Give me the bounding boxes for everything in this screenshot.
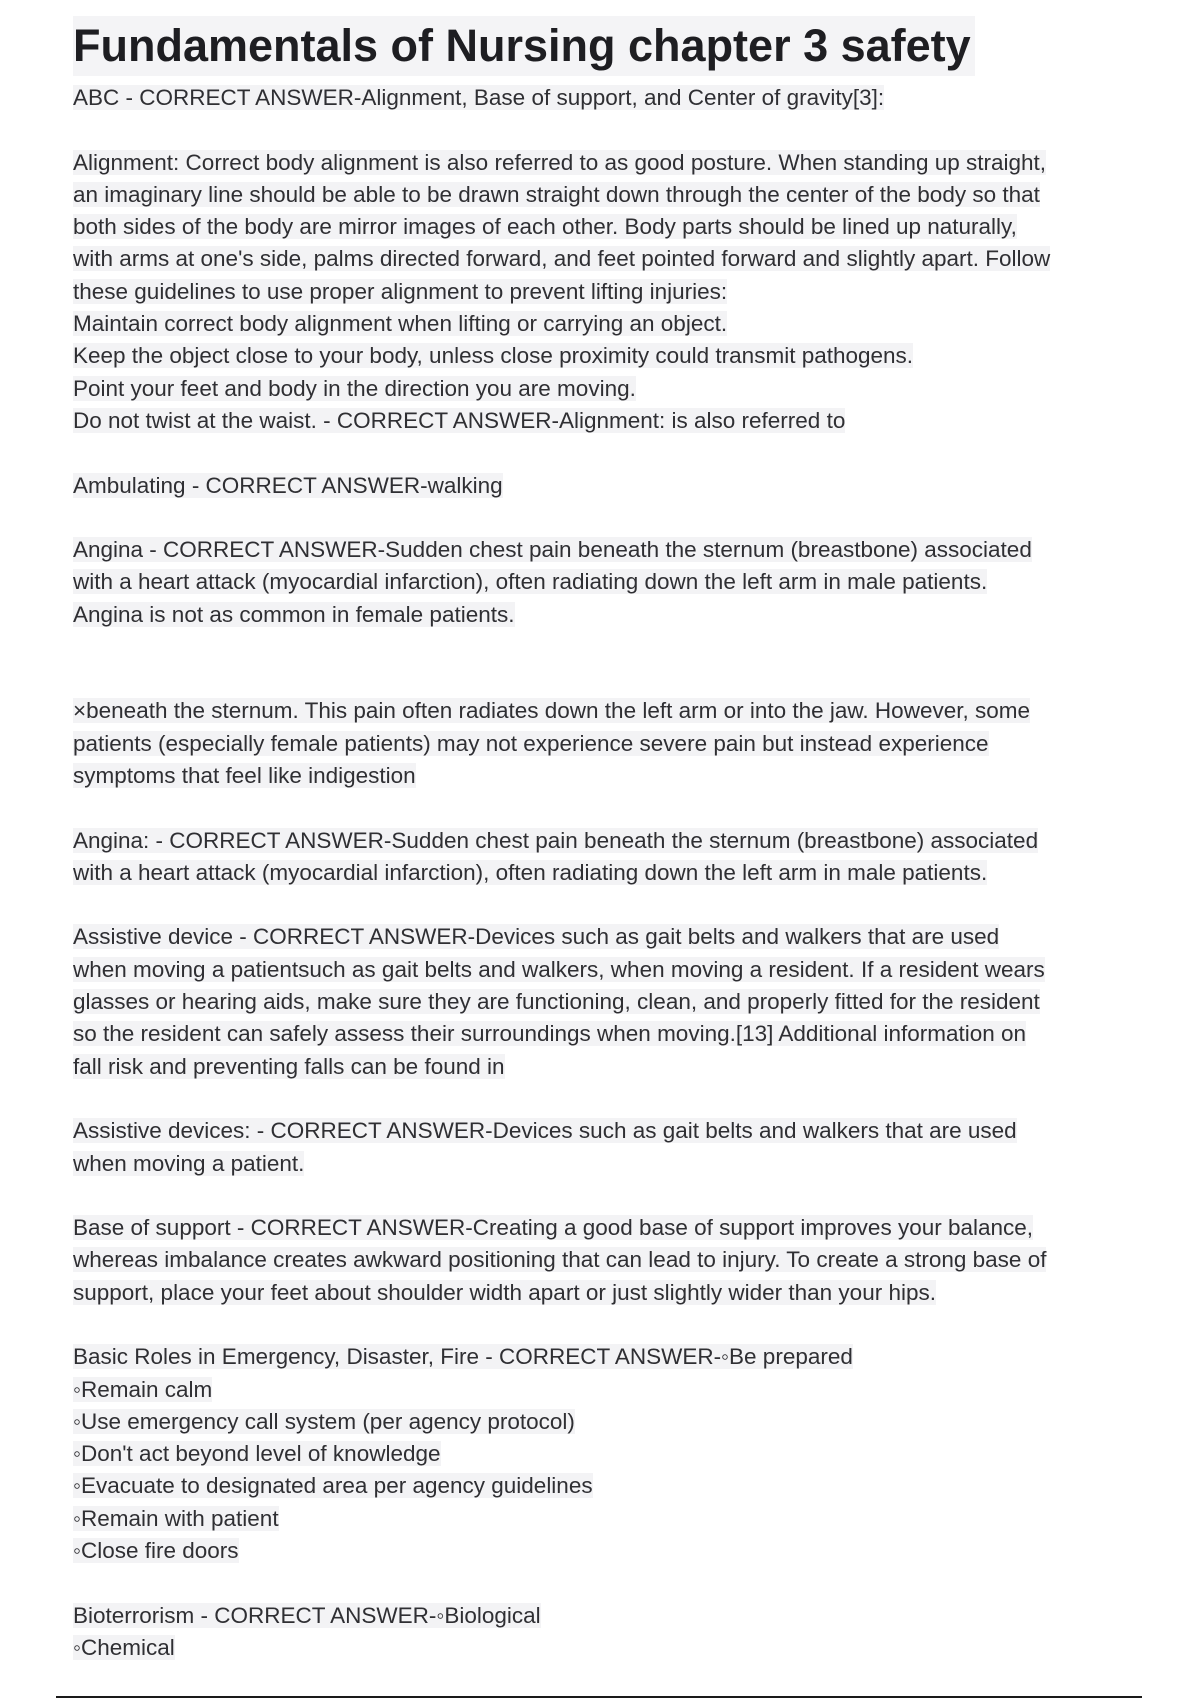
entry-angina-detail <box>73 695 1133 792</box>
text-line: when moving a patientsuch as gait belts and walkers, when moving a resident. If a resident wears <box>73 956 1045 982</box>
list-item: ◦Remain calm <box>73 1376 213 1402</box>
text-line: Keep the object close to your body, unless close proximity could transmit pathogens. <box>73 343 914 369</box>
entry-abc <box>73 82 1133 114</box>
text-line: Assistive devices: - CORRECT ANSWER-Devices such as gait belts and walkers that are used <box>73 1118 1017 1144</box>
list-item: ◦Use emergency call system (per agency protocol) <box>73 1408 575 1434</box>
text-line: Assistive device - CORRECT ANSWER-Devices such as gait belts and walkers that are used <box>73 924 1000 950</box>
list-item: ◦Don't act beyond level of knowledge <box>73 1441 441 1467</box>
text-line: Do not twist at the waist. - CORRECT ANSWER-Alignment: is also referred to <box>73 407 846 433</box>
text-line: with a heart attack (myocardial infarction), often radiating down the left arm in male patients. <box>73 569 988 595</box>
text-line: glasses or hearing aids, make sure they are functioning, clean, and properly fitted for the resident <box>73 989 1040 1015</box>
text-line: so the resident can safely assess their surroundings when moving.[13] Additional information on <box>73 1021 1027 1047</box>
text-line: Bioterrorism - CORRECT ANSWER-◦Biological <box>73 1602 541 1628</box>
page-bottom-divider <box>56 1696 1142 1698</box>
entry-assistive-devices <box>73 1115 1133 1180</box>
text-line: support, place your feet about shoulder width apart or just slightly wider than your hips. <box>73 1279 936 1305</box>
entry-basic-roles <box>73 1341 1133 1567</box>
document-page <box>73 16 1133 1697</box>
text-line: both sides of the body are mirror images of each other. Body parts should be lined up naturally, <box>73 214 1017 240</box>
text-line: when moving a patient. <box>73 1150 305 1176</box>
text-line: Alignment: Correct body alignment is also referred to as good posture. When standing up straight, <box>73 149 1047 175</box>
entry-assistive-device <box>73 921 1133 1082</box>
entry-alignment <box>73 147 1133 438</box>
entry-base-of-support <box>73 1212 1133 1309</box>
text-line: ABC - CORRECT ANSWER-Alignment, Base of support, and Center of gravity[3]: <box>73 85 885 110</box>
list-item: ◦Close fire doors <box>73 1538 239 1564</box>
list-item: ◦Remain with patient <box>73 1505 279 1531</box>
text-line: ×beneath the sternum. This pain often radiates down the left arm or into the jaw. However, some <box>73 698 1030 724</box>
text-line: fall risk and preventing falls can be found in <box>73 1053 505 1079</box>
text-line: symptoms that feel like indigestion <box>73 762 416 788</box>
text-line: these guidelines to use proper alignment to prevent lifting injuries: <box>73 278 728 304</box>
entry-bioterrorism <box>73 1600 1133 1665</box>
text-line: with arms at one's side, palms directed forward, and feet pointed forward and slightly apart. Follow <box>73 246 1051 272</box>
text-line: Basic Roles in Emergency, Disaster, Fire - CORRECT ANSWER-◦Be prepared <box>73 1344 853 1370</box>
entry-angina <box>73 534 1133 631</box>
text-line: Ambulating - CORRECT ANSWER-walking <box>73 472 503 498</box>
list-item: ◦Chemical <box>73 1634 175 1660</box>
text-line: Point your feet and body in the direction you are moving. <box>73 375 636 401</box>
text-line: whereas imbalance creates awkward positioning that can lead to injury. To create a strong base of <box>73 1247 1047 1273</box>
entry-angina-colon <box>73 825 1133 890</box>
spacer <box>73 663 1133 695</box>
text-line: an imaginary line should be able to be drawn straight down through the center of the body so that <box>73 181 1040 207</box>
text-line: Base of support - CORRECT ANSWER-Creating a good base of support improves your balance, <box>73 1215 1034 1241</box>
text-line: Angina is not as common in female patients. <box>73 601 515 627</box>
page-title: Fundamentals of Nursing chapter 3 safety <box>73 16 975 76</box>
list-item: ◦Evacuate to designated area per agency guidelines <box>73 1473 593 1499</box>
text-line: patients (especially female patients) may not experience severe pain but instead experience <box>73 730 989 756</box>
text-line: Angina - CORRECT ANSWER-Sudden chest pain beneath the sternum (breastbone) associated <box>73 537 1032 563</box>
text-line: with a heart attack (myocardial infarction), often radiating down the left arm in male patients. <box>73 859 988 885</box>
text-line: Angina: - CORRECT ANSWER-Sudden chest pain beneath the sternum (breastbone) associated <box>73 827 1039 853</box>
entry-ambulating <box>73 470 1133 502</box>
text-line: Maintain correct body alignment when lifting or carrying an object. <box>73 311 728 337</box>
